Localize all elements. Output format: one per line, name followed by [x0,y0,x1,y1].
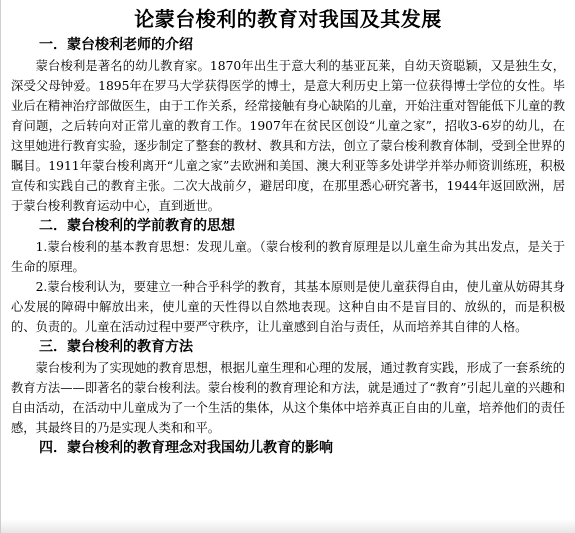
paragraph-2-1: 1.蒙台梭利的基本教育思想：发现儿童。（蒙台梭利的教育原理是以儿童生命为其出发点，是关于生命的原理。 [11,240,565,274]
paragraph-1-1: 蒙台梭利是著名的幼儿教育家。1870年出生于意大利的基亚瓦莱，自幼天资聪颖，又是独生女，深受父母钟爱。1895年在罗马大学获得医学的博士，是意大利历史上第一位获得博士学位的女性。毕业后在精神治疗部做医生，由于工作关系，经常接触有身心缺陷的儿童，开始注重对智能低下儿童的教育问题，之后转向对正常儿童的教育工作。1907年在贫民区创设“儿童之家”，招收3-6岁的幼儿，在这里她进行教育实验，逐步制定了整套的教材、教具和方法，创立了蒙台梭利教育体制，受到全世界的瞩目。1911年蒙台梭利离开“儿童之家”去欧洲和美国、澳大利亚等多处讲学并举办师资训练班，积极宣传和实践自己的教育主张。二次大战前夕，避居印度，在那里悉心研究著书，1944年返回欧洲，居于蒙台梭利教育运动中心，直到逝世。 [11,59,565,213]
paragraph-3-1: 蒙台梭利为了实现她的教育思想，根据儿童生理和心理的发展，通过教育实践，形成了一套系统的教育方法——即著名的蒙台梭利法。蒙台梭利的教育理论和方法，就是通过了“教育”引起儿童的兴趣和自由活动，在活动中儿童成为了一个生活的集体，从这个集体中培养真正自由的儿童，培养他们的责任感，其最终目的乃是实现人类和和平。 [11,361,565,435]
section-heading-4: 四．蒙台梭利的教育理念对我国幼儿教育的影响 [39,440,333,456]
section-heading-1: 一．蒙台梭利老师的介绍 [39,37,193,53]
section-heading-3: 三．蒙台梭利的教育方法 [39,339,193,355]
document-title: 论蒙台梭利的教育对我国及其发展 [134,7,442,31]
section-heading-2: 二．蒙台梭利的学前教育的思想 [39,218,235,234]
paragraph-2-2: 2.蒙台梭利认为，要建立一种合乎科学的教育，其基本原则是使儿童获得自由，使儿童从妨碍其身心发展的障碍中解放出来，使儿童的天性得以自然地表现。这种自由不是盲目的、放纵的，而是积极的、负责的。儿童在活动过程中要严守秩序，让儿童感到自治与责任，从而培养其自律的人格。 [11,280,565,334]
